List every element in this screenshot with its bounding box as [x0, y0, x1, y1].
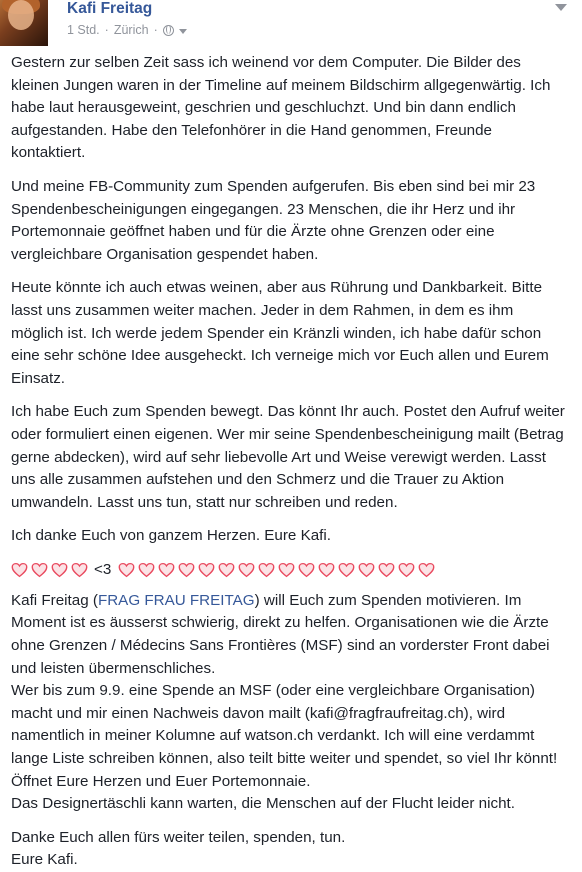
meta-separator: · — [104, 23, 109, 37]
post-paragraph: Gestern zur selben Zeit sass ich weinend vor dem Computer. Die Bilder des kleinen Jungen waren in der Timeline auf meinem Bildschirm allgegenwärtig. Ich habe laut herausgeweint, geschrien und geschluchzt. Und bin dann endlich aufgestanden. Habe den Telefonhörer in die Hand genommen, Freunde kontaktiert. — [11, 54, 551, 162]
post-meta — [67, 23, 187, 37]
options-chevron-icon[interactable] — [555, 4, 567, 11]
post-paragraph: Das Designertäschli kann warten, die Menschen auf der Flucht leider nicht. — [11, 795, 515, 813]
heart-icon — [318, 562, 335, 578]
heart-icon — [11, 562, 28, 578]
heart-icon — [238, 562, 255, 578]
post-paragraph: Danke Euch allen fürs weiter teilen, spenden, tun. — [11, 828, 346, 846]
heart-icon — [358, 562, 375, 578]
heart-icon — [398, 562, 415, 578]
heart-icon — [418, 562, 435, 578]
post-paragraph: Ich danke Euch von ganzem Herzen. Eure Kafi. — [11, 527, 331, 545]
heart-icon — [298, 562, 315, 578]
heart-icon — [31, 562, 48, 578]
page-link[interactable]: FRAG FRAU FREITAG — [97, 591, 255, 609]
second-intro-suffix: ) will Euch zum Spenden motivieren. Im Moment ist es äusserst schwierig, direkt zu helfen. Organisationen wie die Ärzte ohne Grenzen / Médecins Sans Frontières (MSF) sind an vorderster Front dabei und leisten übermenschliches. — [11, 591, 550, 677]
heart-icon — [71, 562, 88, 578]
post-body — [11, 52, 569, 872]
post-paragraph: Eure Kafi. — [11, 851, 78, 869]
post-paragraph: Öffnet Eure Herzen und Euer Portemonnaie. — [11, 772, 311, 790]
less-than-three-text: <3 — [94, 560, 112, 578]
heart-icon — [51, 562, 68, 578]
hearts-row — [11, 559, 569, 581]
post-timestamp[interactable]: 1 Std. — [67, 23, 100, 37]
heart-icon — [258, 562, 275, 578]
heart-icon — [378, 562, 395, 578]
author-avatar[interactable] — [0, 0, 48, 46]
heart-icon — [158, 562, 175, 578]
second-intro — [11, 590, 569, 680]
second-intro-prefix: Kafi Freitag ( — [11, 591, 98, 609]
meta-separator-2: · — [153, 23, 158, 37]
dropdown-caret-icon[interactable] — [179, 29, 187, 34]
post-paragraph: Ich habe Euch zum Spenden bewegt. Das könnt Ihr auch. Postet den Aufruf weiter oder formuliert einen eigenen. Wer mir seine Spendenbescheinigung mailt (Betrag gerne abdecken), wird auf sehr liebevolle Art und Weise verewigt werden. Lasst uns alle zusammen aufstehen und den Schmerz und die Trauer zu Aktion umwandeln. Lasst uns tun, statt nur schreiben und reden. — [11, 403, 565, 511]
post-paragraph: Und meine FB-Community zum Spenden aufgerufen. Bis eben sind bei mir 23 Spendenbescheinigungen eingegangen. 23 Menschen, die ihr Herz und ihr Portemonnaie geöffnet haben und für die Ärzte ohne Grenzen oder eine vergleichbare Organisation gespendet haben. — [11, 177, 536, 263]
heart-icon — [118, 562, 135, 578]
heart-icon — [338, 562, 355, 578]
heart-icon — [138, 562, 155, 578]
heart-icon — [198, 562, 215, 578]
post-paragraph: Heute könnte ich auch etwas weinen, aber aus Rührung und Dankbarkeit. Bitte lasst uns zusammen weiter machen. Jeder in dem Rahmen, in dem es ihm möglich ist. Ich werde jedem Spender ein Kränzli winden, ich habe dafür schon eine sehr schöne Idee ausgeheckt. Ich verneige mich vor Euch allen und Eurem Einsatz. — [11, 279, 549, 387]
author-name[interactable]: Kafi Freitag — [67, 0, 153, 17]
heart-icon — [278, 562, 295, 578]
heart-icon — [218, 562, 235, 578]
post-location[interactable]: Zürich — [113, 23, 149, 37]
globe-icon — [163, 25, 174, 36]
post-paragraph: Wer bis zum 9.9. eine Spende an MSF (oder eine vergleichbare Organisation) macht und mir einen Nachweis davon mailt (kafi@fragfraufreitag.ch), wird namentlich in meiner Kolumne auf watson.ch verdankt. Ich will eine verdammt lange Liste schreiben können, also teilt bitte weiter und spendet, so viel Ihr könnt! — [11, 682, 558, 768]
heart-icon — [178, 562, 195, 578]
